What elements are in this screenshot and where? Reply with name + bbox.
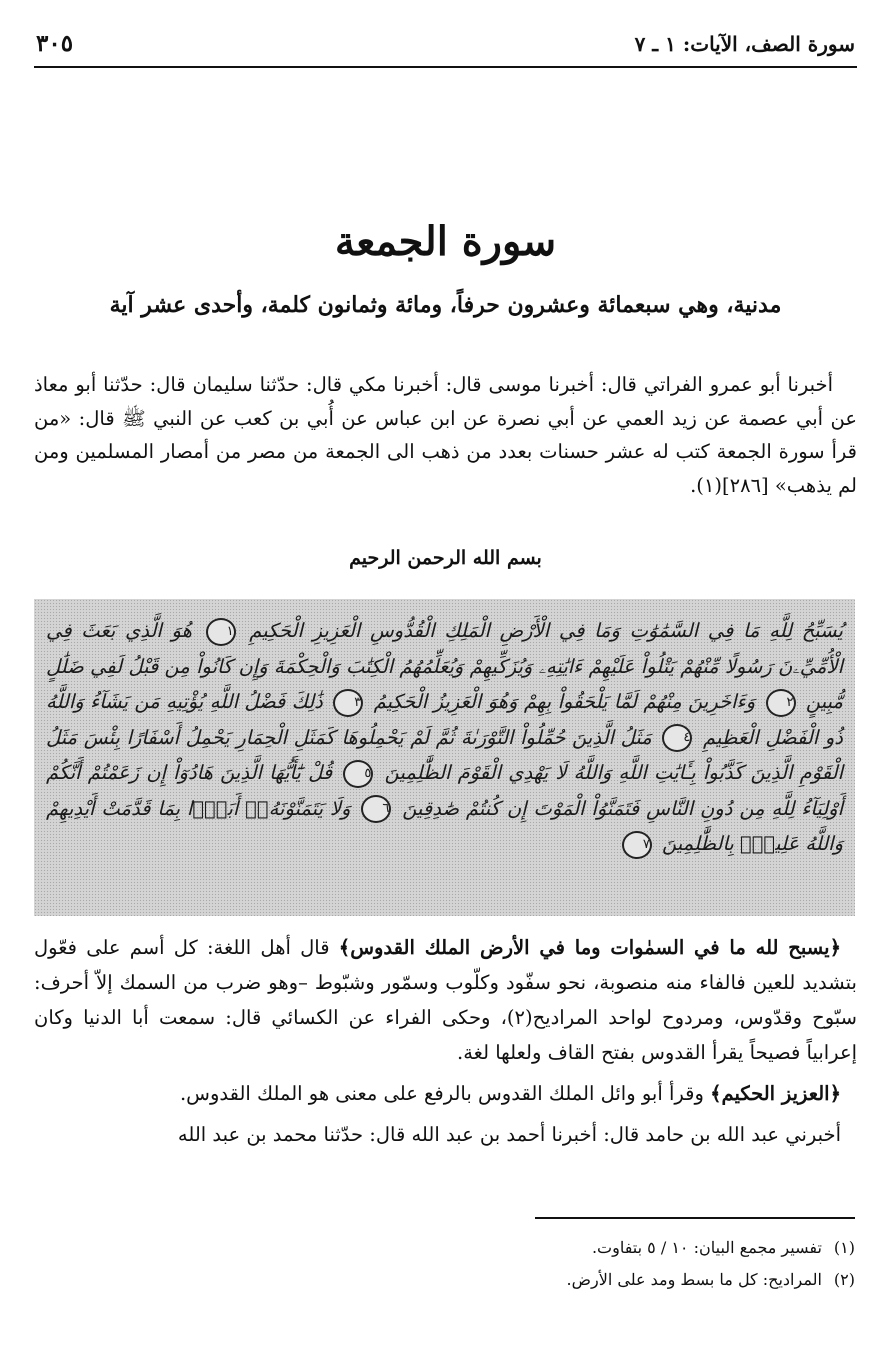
quran-verses-box <box>34 599 855 916</box>
commentary-paragraph-3: أخبرني عبد الله بن حامد قال: أخبرنا أحمد بن عبد الله قال: حدّثنا محمد بن عبد الله <box>177 1123 841 1146</box>
header-divider <box>34 66 857 68</box>
footnote-1 <box>34 1232 855 1264</box>
ayah-number-marker: ٦ <box>361 795 391 823</box>
basmala: بسم الله الرحمن الرحيم <box>349 547 542 569</box>
ayah-number-marker: ٧ <box>622 831 652 859</box>
footnote-2 <box>34 1264 855 1296</box>
header-surah-reference: سورة الصف، الآيات: ١ ـ ٧ <box>634 32 855 56</box>
verse-text: هُوَ الَّذِي بَعَثَ فِي الْأُمِّيِّۦنَ رَسُولًا مِّنْهُمْ يَتْلُواْ عَلَيْهِمْ ءَايَٰتِهِۦ وَيُزَكِّيهِمْ وَيُعَلِّمُهُمُ الْكِتَٰبَ وَالْحِكْمَةَ وَإِن كَانُواْ مِن قَبْلُ لَفِي ضَلَٰلٍ مُّبِينٍ <box>46 619 843 713</box>
ayah-number-marker: ٣ <box>333 689 363 717</box>
verse-text: ذَٰلِكَ فَضْلُ اللَّهِ يُؤْتِيهِ مَن يَشَآءُ وَاللَّهُ ذُو الْفَضْلِ الْعَظِيمِ <box>46 690 843 749</box>
footnote-text: تفسير مجمع البيان: ١٠ / ٥ بتفاوت. <box>591 1238 822 1257</box>
footnote-number: (١) <box>833 1238 855 1257</box>
surah-subtitle: مدنية، وهي سبعمائة وعشرون حرفاً، ومائة وثمانون كلمة، وأحدى عشر آية <box>109 292 782 318</box>
commentary-paragraph-2 <box>34 1076 857 1111</box>
footnotes <box>34 1232 855 1296</box>
commentary <box>34 930 857 1158</box>
running-header <box>36 28 855 68</box>
commentary-paragraph-1 <box>34 930 857 1070</box>
intro-paragraph: أخبرنا أبو عمرو الفراتي قال: أخبرنا موسى قال: أخبرنا مكي قال: حدّثنا سليمان قال: حدّثنا أبو معاذ عن أبي عصمة عن زيد العمي عن أبي نصرة عن ابن عباس عن أُبي بن كعب عن النبي ﷺ قال: «من قرأ سورة الجمعة كتب له عشر حسنات بعدد من ذهب الى الجمعة من مصر من أمصار المسلمين ومن لم يذهب» [٢٨٦](١). <box>34 373 857 497</box>
ayah-number-marker: ٤ <box>662 724 692 752</box>
intro-hadith <box>34 368 857 502</box>
ayah-number-marker: ٥ <box>343 760 373 788</box>
verse-text: يُسَبِّحُ لِلَّهِ مَا فِي السَّمَٰوَٰتِ وَمَا فِي الْأَرْضِ الْمَلِكِ الْقُدُّوسِ الْعَزِيزِ الْحَكِيمِ <box>239 619 843 642</box>
surah-title: سورة الجمعة <box>334 218 557 265</box>
verse-text: مَثَلُ الَّذِينَ حُمِّلُواْ التَّوْرَىٰةَ ثُمَّ لَمْ يَحْمِلُوهَا كَمَثَلِ الْحِمَارِ يَحْمِلُ أَسْفَارًا بِئْسَ مَثَلُ الْقَوْمِ الَّذِينَ كَذَّبُواْ بِـَٔايَٰتِ اللَّهِ وَاللَّهُ لَا يَهْدِي الْقَوْمَ الظَّٰلِمِينَ <box>46 725 843 784</box>
ayah-number-marker: ٢ <box>766 689 796 717</box>
verse-quote: ﴿يسبح لله ما في السمٰوات وما في الأرض الملك القدوس﴾ <box>338 936 842 959</box>
footnote-text: المراديح: كل ما بسط ومد على الأرض. <box>566 1270 822 1289</box>
verse-quote: ﴿العزيز الحكيم﴾ <box>710 1082 841 1105</box>
verse-text: وَلَا يَتَمَنَّوْنَهُۥٓ أَبَدًۢا بِمَا قَدَّمَتْ أَيْدِيهِمْ وَاللَّهُ عَلِيمٌۢ بِالظَّٰلِمِينَ <box>46 796 843 855</box>
verse-text: وَءَاخَرِينَ مِنْهُمْ لَمَّا يَلْحَقُواْ بِهِمْ وَهُوَ الْعَزِيزُ الْحَكِيمُ <box>367 690 756 713</box>
quran-verses-text <box>46 613 843 862</box>
page-number: ٣٠٥ <box>36 30 74 57</box>
footnote-number: (٢) <box>833 1270 855 1289</box>
verse-text: قُلْ يَٰٓأَيُّهَا الَّذِينَ هَادُوٓاْ إِن زَعَمْتُمْ أَنَّكُمْ أَوْلِيَآءُ لِلَّهِ مِن دُونِ النَّاسِ فَتَمَنَّوُاْ الْمَوْتَ إِن كُنتُمْ صَٰدِقِينَ <box>46 761 843 820</box>
ayah-number-marker: ١ <box>206 618 236 646</box>
commentary-text: وقرأ أبو وائل الملك القدوس بالرفع على معنى هو الملك القدوس. <box>179 1082 711 1105</box>
commentary-text: قال أهل اللغة: كل أسم على فعّول بتشديد للعين فالفاء منه منصوبة، نحو سفّود وكلّوب وسمّور وشبّوط –وهو ضرب من السمك إلاّ أحرف: سبّوح وقدّوس، ومردوح لواحد المراديح(٢)، وحكى الفراء عن الكسائي قال: سمعت أبا الدنيا وكان إعرابياً فصيحاً يقرأ القدوس بفتح القاف ولعلها لغة. <box>34 936 857 1064</box>
footnote-divider <box>535 1217 855 1219</box>
